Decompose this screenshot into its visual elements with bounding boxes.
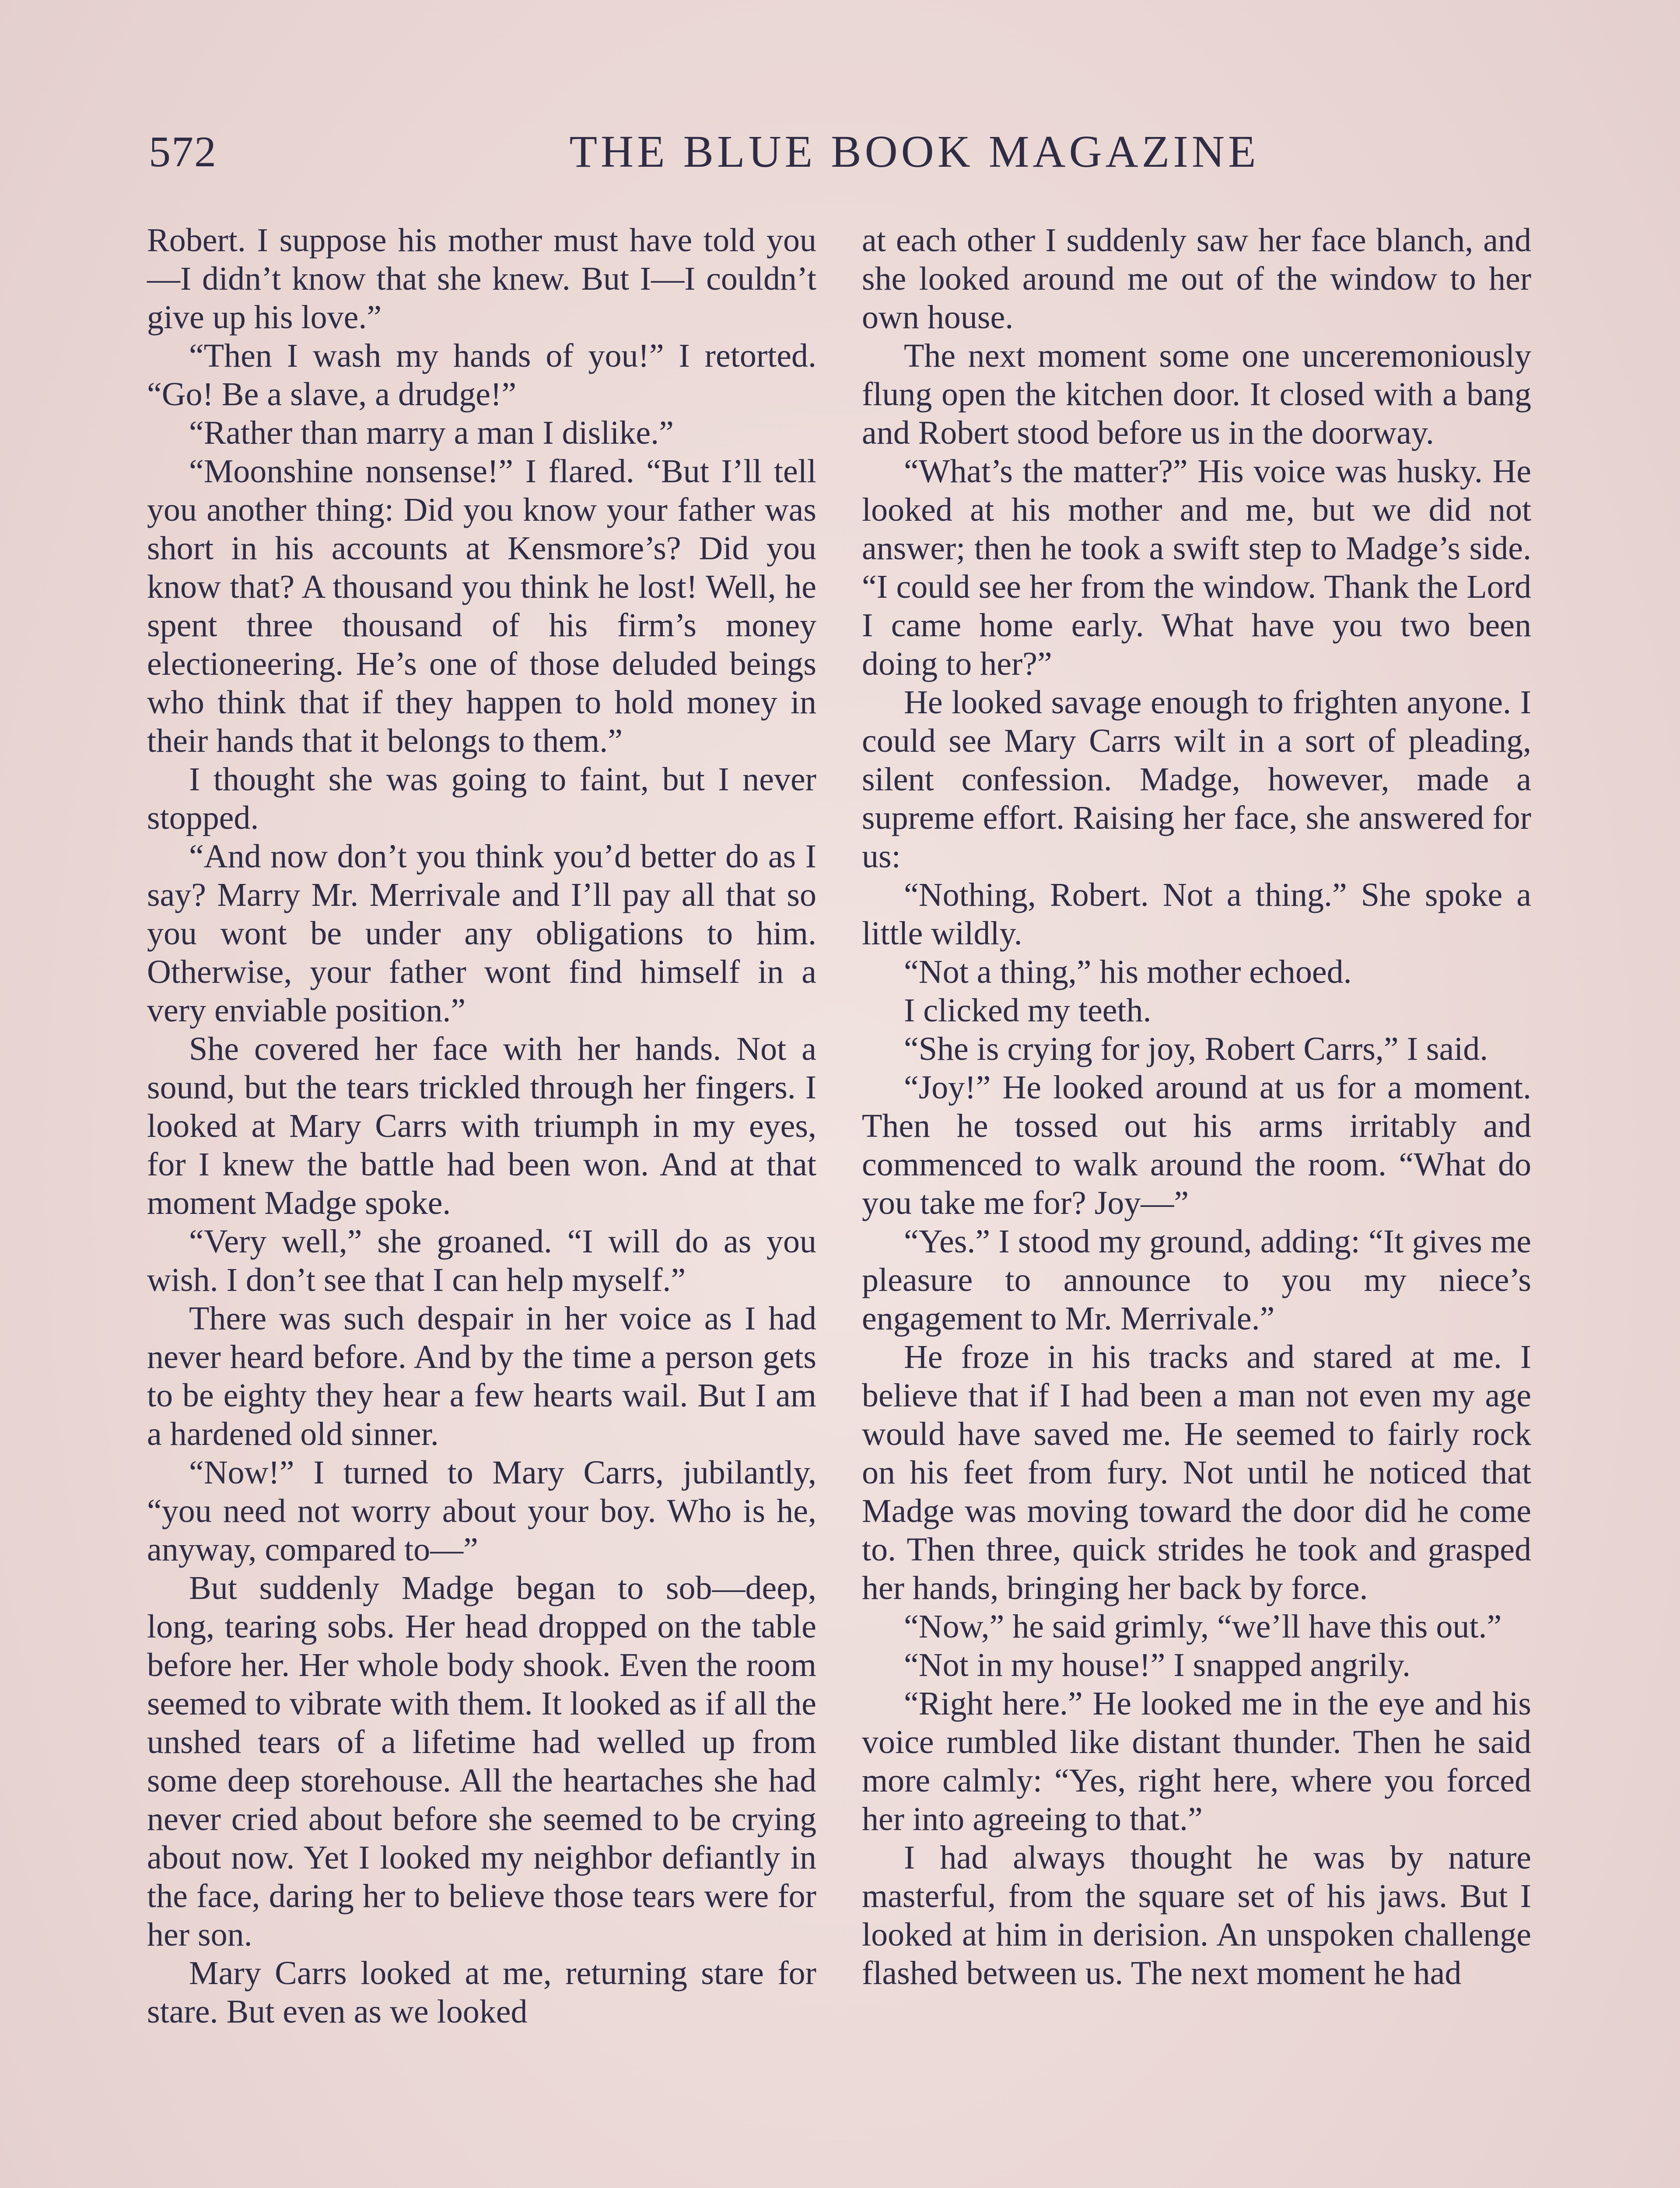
paragraph: I clicked my teeth. [904,992,1152,1029]
right-column [862,221,1531,1992]
paragraph: He froze in his tracks and stared at me. I believe that if I had been a man not even my age would have saved me. He seemed to fairly rock on his feet from fury. Not until he noticed that Madge was moving toward the door did he come to. Then three, quick strides he took and grasped her hands, bringing her back by force. [862,1339,1531,1606]
page-number: 572 [149,127,217,176]
paragraph: “Then I wash my hands of you!” I retorted. “Go! Be a slave, a drudge!” [147,337,816,413]
paragraph: The next moment some one unceremoniously flung open the kitchen door. It closed with a bang and Robert stood before us in the doorway. [862,337,1531,451]
paragraph: “What’s the matter?” His voice was husky. He looked at his mother and me, but we did not answer; then he took a swift step to Madge’s side. “I could see her from the window. Thank the Lord I came home early. What have you two been doing to her?” [862,453,1531,682]
paragraph: at each other I suddenly saw her face blanch, and she looked around me out of the window to her own house. [862,222,1531,336]
paragraph: But suddenly Madge began to sob—deep, long, tearing sobs. Her head dropped on the table before her. Her whole body shook. Even the room seemed to vibrate with them. It looked as if all the unshed tears of a lifetime had welled up from some deep storehouse. All the heartaches she had never cried about before she seemed to be crying about now. Yet I looked my neighbor defiantly in the face, daring her to believe those tears were for her son. [147,1570,816,1953]
paragraph: “She is crying for joy, Robert Carrs,” I said. [904,1031,1488,1067]
page-header [149,123,1531,180]
paragraph: There was such despair in her voice as I had never heard before. And by the time a person gets to be eighty they hear a few hearts wail. But I am a hardened old sinner. [147,1300,816,1452]
paragraph: “Now!” I turned to Mary Carrs, jubilantly, “you need not worry about your boy. Who is he, anyway, compared to—” [147,1454,816,1568]
paragraph: “Right here.” He looked me in the eye and his voice rumbled like distant thunder. Then he said more calmly: “Yes, right here, where you forced her into agreeing to that.” [862,1685,1531,1837]
paragraph: “Moonshine nonsense!” I flared. “But I’ll tell you another thing: Did you know your father was short in his accounts at Kensmore’s? Did you know that? A thousand you think he lost! Well, he spent three thousand of his firm’s money electioneering. He’s one of those deluded beings who think that if they happen to hold money in their hands that it belongs to them.” [147,453,816,759]
paragraph: “Very well,” she groaned. “I will do as you wish. I don’t see that I can help myself.” [147,1223,816,1298]
paragraph: “Joy!” He looked around at us for a moment. Then he tossed out his arms irritably and commenced to walk around the room. “What do you take me for? Joy—” [862,1069,1531,1221]
paragraph: Robert. I suppose his mother must have told you—I didn’t know that she knew. But I—I couldn’t give up his love.” [147,222,816,336]
paragraph: “Now,” he said grimly, “we’ll have this out.” [904,1608,1502,1645]
paragraph: She covered her face with her hands. Not a sound, but the tears trickled through her fingers. I looked at Mary Carrs with triumph in my eyes, for I knew the battle had been won. And at that moment Madge spoke. [147,1031,816,1221]
paragraph: “Not a thing,” his mother echoed. [904,954,1352,990]
paragraph: “Yes.” I stood my ground, adding: “It gives me pleasure to announce to you my niece’s engagement to Mr. Merrivale.” [862,1223,1531,1337]
paragraph: Mary Carrs looked at me, returning stare for stare. But even as we looked [147,1955,816,2030]
paragraph: “And now don’t you think you’d better do as I say? Marry Mr. Merrivale and I’ll pay all that so you wont be under any obligations to him. Otherwise, your father wont find himself in a very enviable position.” [147,838,816,1029]
paragraph: “Nothing, Robert. Not a thing.” She spoke a little wildly. [862,877,1531,952]
left-column [147,221,816,2031]
paragraph: He looked savage enough to frighten anyone. I could see Mary Carrs wilt in a sort of pleading, silent confession. Madge, however, made a supreme effort. Raising her face, she answered for us: [862,684,1531,875]
paragraph: I had always thought he was by nature masterful, from the square set of his jaws. But I looked at him in derision. An unspoken challenge flashed between us. The next moment he had [862,1839,1531,1992]
paragraph: I thought she was going to faint, but I never stopped. [147,761,816,836]
magazine-title: THE BLUE BOOK MAGAZINE [569,126,1260,177]
paragraph: “Not in my house!” I snapped angrily. [904,1647,1410,1683]
paragraph: “Rather than marry a man I dislike.” [189,414,674,451]
